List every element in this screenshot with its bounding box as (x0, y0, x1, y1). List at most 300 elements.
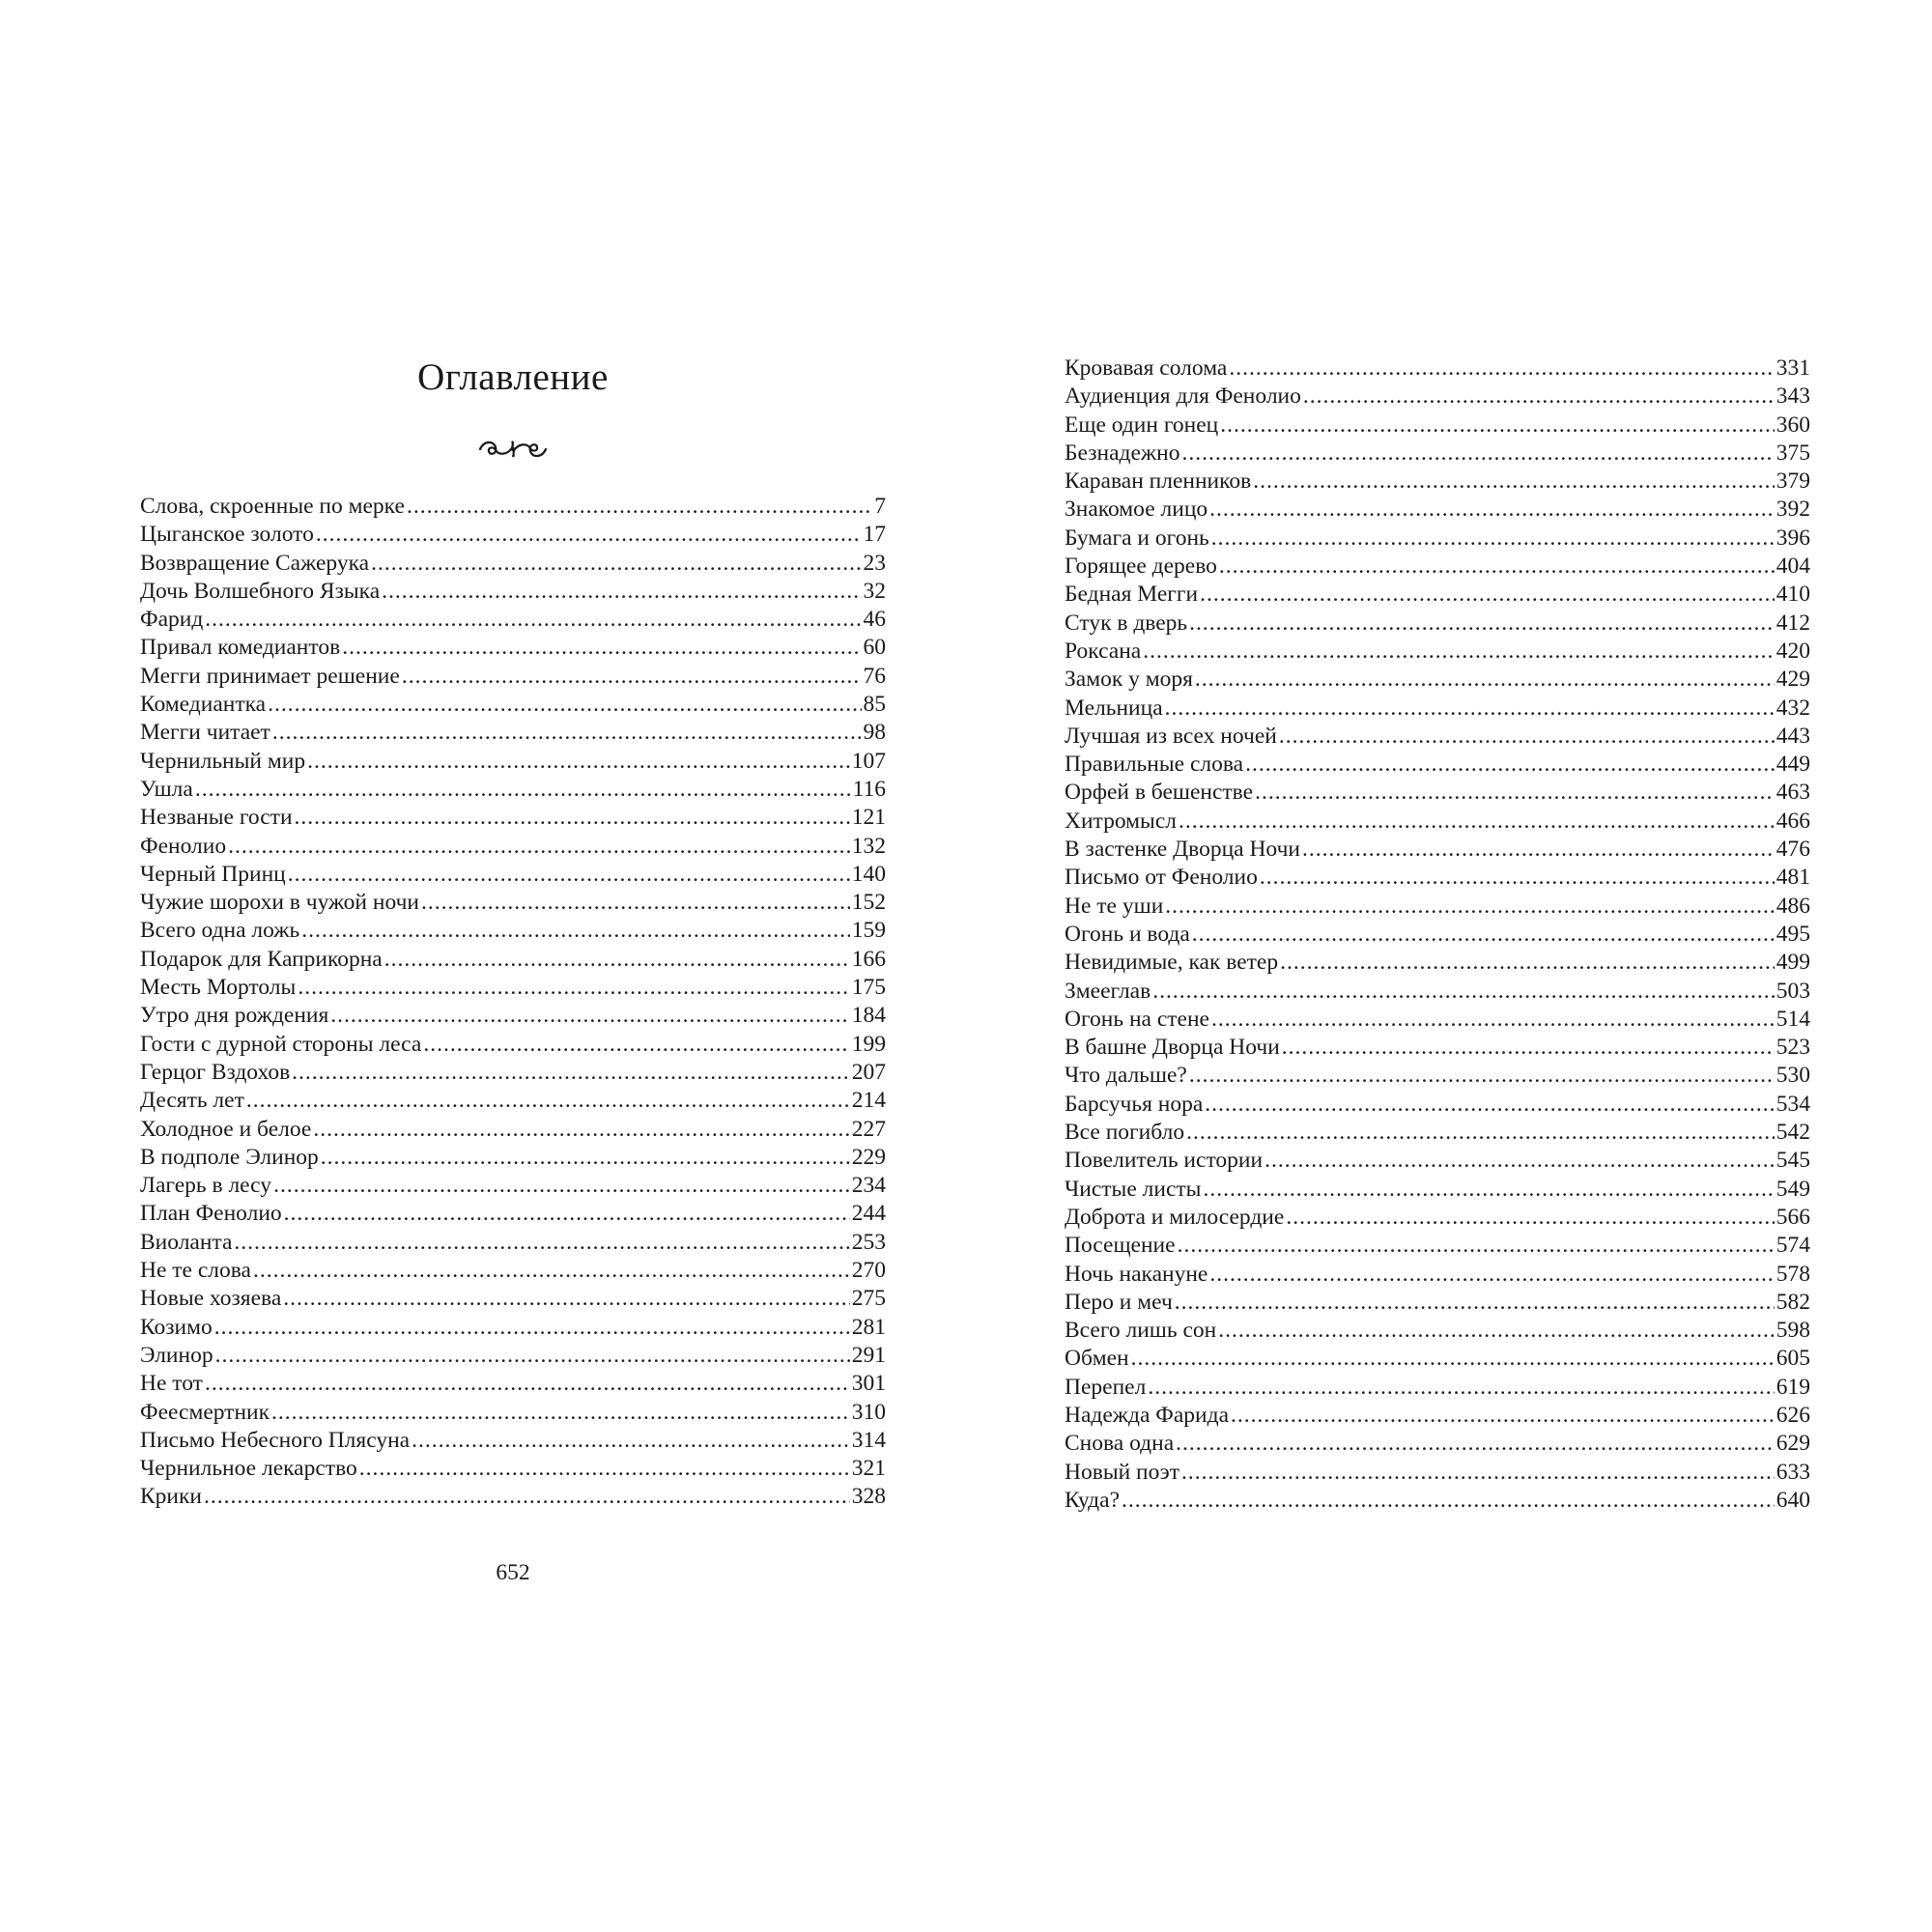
toc-entry-title: Мегги принимает решение (140, 663, 400, 689)
toc-entry (140, 663, 886, 691)
toc-dot-leader (407, 493, 872, 521)
toc-entry-page: 375 (1776, 440, 1810, 466)
toc-dot-leader (1255, 779, 1775, 807)
toc-entry-title: Снова одна (1065, 1431, 1175, 1457)
toc-entry-title: Перо и меч (1065, 1289, 1173, 1315)
toc-entry-page: 46 (863, 607, 886, 633)
toc-dot-leader (292, 1059, 850, 1087)
toc-entry (140, 521, 886, 549)
toc-dot-leader (1229, 355, 1774, 383)
toc-dot-leader (330, 1002, 849, 1030)
toc-entry (1065, 695, 1810, 723)
toc-entry-page: 291 (851, 1342, 886, 1368)
toc-entry-page: 60 (863, 635, 886, 661)
toc-dot-leader (283, 1285, 849, 1313)
toc-entry-page: 503 (1776, 978, 1810, 1004)
toc-entry-page: 175 (851, 975, 886, 1001)
toc-entry-title: Кровавая солома (1065, 355, 1228, 381)
toc-entry-page: 619 (1776, 1374, 1810, 1400)
toc-dot-leader (1181, 1459, 1775, 1487)
toc-entry (140, 1002, 886, 1030)
toc-entry-page: 32 (863, 578, 886, 604)
toc-dot-leader (1186, 1119, 1775, 1147)
toc-entry-title: Чернильное лекарство (140, 1456, 357, 1482)
toc-dot-leader (288, 861, 850, 889)
toc-entry (140, 861, 886, 889)
toc-entry (1065, 1147, 1810, 1175)
toc-entry (140, 1257, 886, 1285)
toc-entry-page: 578 (1776, 1261, 1810, 1287)
toc-entry-title: Посещение (1065, 1233, 1176, 1259)
toc-entry (1065, 355, 1810, 383)
toc-entry-title: Хитромысл (1065, 808, 1177, 834)
toc-dot-leader (228, 833, 850, 861)
page-number: 652 (496, 1560, 530, 1585)
toc-entry-title: Огонь на стене (1065, 1006, 1209, 1032)
toc-entry (1065, 1261, 1810, 1289)
toc-entry (140, 946, 886, 974)
toc-dot-leader (215, 1342, 850, 1370)
toc-dot-leader (1122, 1487, 1775, 1515)
toc-dot-leader (1209, 1261, 1774, 1289)
toc-entry (1065, 751, 1810, 779)
toc-dot-leader (273, 1172, 850, 1200)
toc-entry-title: Гости с дурной стороны леса (140, 1031, 422, 1057)
toc-entry (140, 833, 886, 861)
toc-entry-title: Не те уши (1065, 893, 1164, 919)
toc-entry (1065, 1289, 1810, 1317)
toc-entry-page: 574 (1776, 1233, 1810, 1259)
toc-entry-page: 234 (851, 1173, 886, 1199)
toc-dot-leader (321, 1144, 850, 1172)
toc-entry-title: Письмо Небесного Плясуна (140, 1427, 411, 1453)
toc-entry-page: 152 (851, 890, 886, 916)
toc-entry-title: Козимо (140, 1314, 213, 1340)
toc-entry-title: Лучшая из всех ночей (1065, 723, 1277, 749)
toc-dot-leader (298, 974, 849, 1002)
toc-dot-leader (1179, 808, 1775, 836)
toc-dot-leader (316, 521, 862, 549)
toc-entry (1065, 1402, 1810, 1430)
toc-entry-page: 629 (1776, 1431, 1810, 1457)
toc-entry-page: 412 (1776, 610, 1810, 636)
toc-dot-leader (271, 1399, 850, 1427)
toc-entry-page: 486 (1776, 893, 1810, 919)
toc-entry (140, 748, 886, 776)
toc-entry-page: 640 (1776, 1487, 1810, 1513)
toc-entry-title: Всего одна ложь (140, 918, 300, 944)
toc-dot-leader (1231, 1402, 1775, 1430)
toc-dot-leader (1218, 1317, 1775, 1345)
toc-entry-title: Крики (140, 1484, 202, 1510)
toc-entry (1065, 808, 1810, 836)
toc-entry-page: 207 (851, 1059, 886, 1085)
toc-entry (1065, 1119, 1810, 1147)
toc-entry-page: 244 (851, 1201, 886, 1227)
toc-entry-title: Знакомое лицо (1065, 497, 1208, 523)
toc-entry-page: 301 (851, 1371, 886, 1397)
toc-dot-leader (253, 1257, 850, 1285)
toc-dot-leader (1165, 893, 1774, 921)
toc-entry-page: 449 (1776, 752, 1810, 778)
toc-entry (1065, 1345, 1810, 1373)
toc-entry-page: 328 (851, 1484, 886, 1510)
toc-entry-title: Дочь Волшебного Языка (140, 578, 381, 604)
toc-entry-title: Незваные гости (140, 805, 293, 831)
toc-entry (1065, 496, 1810, 524)
toc-entry (1065, 468, 1810, 496)
toc-entry-page: 549 (1776, 1176, 1810, 1202)
toc-entry-title: Чистые листы (1065, 1176, 1202, 1202)
toc-entry-title: Ушла (140, 776, 193, 802)
toc-entry-page: 404 (1776, 554, 1810, 580)
toc-dot-leader (1253, 468, 1775, 496)
toc-entry-title: Стук в дверь (1065, 610, 1188, 636)
toc-entry (140, 889, 886, 917)
toc-dot-leader (1203, 1176, 1774, 1204)
toc-entry (1065, 525, 1810, 553)
toc-dot-leader (301, 917, 849, 945)
toc-entry (1065, 1430, 1810, 1458)
toc-entry-page: 98 (863, 720, 886, 746)
toc-entry-page: 184 (851, 1003, 886, 1029)
toc-dot-leader (1264, 1147, 1775, 1175)
toc-entry-title: Невидимые, как ветер (1065, 950, 1279, 976)
toc-entry (1065, 893, 1810, 921)
toc-entry-page: 275 (851, 1286, 886, 1312)
toc-dot-leader (1279, 723, 1775, 751)
toc-entry (1065, 666, 1810, 694)
toc-dot-leader (1245, 751, 1775, 779)
toc-dot-leader (307, 748, 850, 776)
toc-list-right (1065, 355, 1810, 1515)
toc-list-left (140, 493, 886, 1512)
toc-entry-page: 343 (1776, 384, 1810, 410)
toc-dot-leader (1148, 1374, 1774, 1402)
toc-dot-leader (1165, 695, 1775, 723)
toc-dot-leader (421, 889, 850, 917)
toc-entry-page: 321 (851, 1456, 886, 1482)
toc-dot-leader (1282, 1034, 1775, 1062)
toc-entry (140, 1144, 886, 1172)
toc-entry-page: 121 (851, 805, 886, 831)
toc-entry-title: Месть Мортолы (140, 975, 297, 1001)
toc-dot-leader (359, 1455, 850, 1483)
toc-dot-leader (214, 1314, 850, 1342)
toc-dot-leader (1211, 525, 1775, 553)
toc-entry-page: 229 (851, 1144, 886, 1170)
toc-dot-leader (1189, 610, 1775, 638)
toc-entry (1065, 1006, 1810, 1034)
toc-dot-leader (1219, 553, 1775, 581)
toc-entry-title: Перепел (1065, 1374, 1147, 1400)
toc-entry (1065, 779, 1810, 807)
toc-entry-page: 432 (1776, 695, 1810, 721)
toc-entry (140, 1229, 886, 1257)
toc-entry-title: Роксана (1065, 638, 1142, 664)
toc-dot-leader (1209, 496, 1775, 524)
toc-entry (1065, 581, 1810, 609)
toc-entry-title: Не тот (140, 1371, 203, 1397)
toc-dot-leader (1195, 666, 1775, 694)
toc-entry (1065, 440, 1810, 468)
toc-entry-page: 443 (1776, 723, 1810, 749)
toc-entry (1065, 723, 1810, 751)
toc-entry-title: Чужие шорохи в чужой ночи (140, 890, 419, 916)
toc-entry-title: Мегги читает (140, 720, 270, 746)
toc-dot-leader (1143, 638, 1775, 666)
toc-entry-title: В застенке Дворца Ночи (1065, 837, 1300, 863)
toc-entry (140, 691, 886, 719)
toc-entry-page: 281 (851, 1314, 886, 1340)
toc-entry-title: В подполе Элинор (140, 1144, 319, 1170)
toc-entry-page: 199 (851, 1031, 886, 1057)
toc-entry (1065, 383, 1810, 411)
toc-dot-leader (284, 1200, 850, 1228)
toc-entry-title: Новые хозяева (140, 1286, 282, 1312)
toc-entry-title: Бумага и огонь (1065, 525, 1209, 551)
toc-entry-title: Мельница (1065, 695, 1163, 721)
toc-entry-page: 396 (1776, 525, 1810, 551)
toc-entry (140, 1483, 886, 1511)
toc-dot-leader (1189, 1062, 1775, 1090)
toc-dot-leader (195, 776, 851, 804)
toc-entry-page: 166 (851, 946, 886, 972)
flourish-ornament-icon (476, 437, 550, 462)
toc-entry (1065, 1176, 1810, 1204)
toc-dot-leader (402, 663, 862, 691)
toc-entry-page: 360 (1776, 412, 1810, 438)
toc-entry-title: Феесмертник (140, 1399, 270, 1425)
toc-entry-title: Аудиенция для Фенолио (1065, 384, 1301, 410)
toc-entry-title: В башне Дворца Ночи (1065, 1035, 1280, 1061)
toc-entry-title: Фарид (140, 607, 204, 633)
toc-entry (140, 1399, 886, 1427)
toc-entry (1065, 1091, 1810, 1119)
toc-entry (140, 1285, 886, 1313)
toc-entry-page: 23 (863, 550, 886, 576)
toc-dot-leader (1211, 1006, 1775, 1034)
toc-entry-title: Бедная Мегги (1065, 582, 1199, 608)
toc-entry-page: 542 (1776, 1120, 1810, 1146)
toc-entry-page: 481 (1776, 865, 1810, 891)
toc-entry-title: Барсучья нора (1065, 1091, 1204, 1117)
toc-entry-title: План Фенолио (140, 1201, 282, 1227)
toc-dot-leader (1302, 836, 1775, 864)
toc-dot-leader (423, 1031, 849, 1059)
toc-dot-leader (1260, 864, 1775, 892)
toc-entry (1065, 921, 1810, 949)
toc-entry (140, 550, 886, 578)
toc-entry (140, 493, 886, 521)
toc-entry-page: 270 (851, 1258, 886, 1284)
toc-entry-title: Все погибло (1065, 1120, 1185, 1146)
toc-entry-page: 605 (1776, 1346, 1810, 1372)
toc-entry-page: 534 (1776, 1091, 1810, 1117)
toc-entry (140, 1370, 886, 1398)
toc-entry-title: Десять лет (140, 1088, 244, 1114)
toc-entry (1065, 638, 1810, 666)
toc-dot-leader (1178, 1232, 1775, 1260)
toc-entry-page: 582 (1776, 1289, 1810, 1315)
toc-entry (1065, 864, 1810, 892)
toc-entry-page: 159 (851, 918, 886, 944)
toc-entry-title: Элинор (140, 1342, 213, 1368)
toc-dot-leader (412, 1427, 850, 1455)
toc-entry-title: Возвращение Сажерука (140, 550, 370, 576)
toc-dot-leader (382, 578, 861, 606)
toc-entry-title: Еще один гонец (1065, 412, 1219, 438)
toc-entry-title: Комедиантка (140, 692, 267, 718)
toc-entry (1065, 412, 1810, 440)
toc-entry (140, 804, 886, 832)
toc-entry (1065, 1487, 1810, 1515)
toc-dot-leader (1205, 1091, 1774, 1119)
toc-entry-title: Холодное и белое (140, 1116, 312, 1142)
toc-entry (140, 1172, 886, 1200)
toc-entry (140, 917, 886, 945)
toc-dot-leader (268, 691, 861, 719)
toc-entry-title: Новый поэт (1065, 1459, 1180, 1485)
toc-dot-leader (1303, 383, 1775, 411)
toc-entry-title: Фенолио (140, 833, 227, 859)
toc-dot-leader (1192, 921, 1775, 949)
toc-dot-leader (1200, 581, 1775, 609)
toc-entry-page: 107 (851, 748, 886, 774)
toc-entry-page: 466 (1776, 808, 1810, 834)
toc-entry-title: Утро дня рождения (140, 1003, 329, 1029)
toc-entry-title: Лагерь в лесу (140, 1173, 272, 1199)
toc-dot-leader (1181, 440, 1774, 468)
toc-entry-page: 410 (1776, 582, 1810, 608)
toc-dot-leader (205, 1370, 850, 1398)
toc-entry (140, 1455, 886, 1483)
toc-dot-leader (1175, 1289, 1775, 1317)
toc-dot-leader (205, 606, 861, 634)
toc-entry (1065, 949, 1810, 977)
toc-entry-page: 253 (851, 1229, 886, 1255)
toc-entry (1065, 1062, 1810, 1090)
toc-entry-page: 633 (1776, 1459, 1810, 1485)
toc-entry-title: Правильные слова (1065, 752, 1244, 778)
toc-entry-title: Доброта и милосердие (1065, 1204, 1285, 1230)
toc-entry-title: Безнадежно (1065, 440, 1180, 466)
toc-entry-page: 379 (1776, 469, 1810, 495)
toc-entry-title: Повелитель истории (1065, 1148, 1264, 1174)
toc-entry-title: Не те слова (140, 1258, 251, 1284)
toc-entry-title: Ночь накануне (1065, 1261, 1208, 1287)
toc-dot-leader (1152, 978, 1775, 1006)
toc-entry-title: Замок у моря (1065, 667, 1193, 693)
toc-entry (140, 974, 886, 1002)
toc-entry-page: 392 (1776, 497, 1810, 523)
toc-entry-page: 514 (1776, 1006, 1810, 1032)
toc-dot-leader (295, 804, 850, 832)
toc-entry (140, 1314, 886, 1342)
toc-entry-page: 310 (851, 1399, 886, 1425)
toc-entry (140, 578, 886, 606)
toc-entry-title: Змееглав (1065, 978, 1151, 1004)
toc-entry-title: Обмен (1065, 1346, 1129, 1372)
toc-entry (140, 606, 886, 634)
toc-entry-page: 598 (1776, 1318, 1810, 1344)
toc-entry (1065, 610, 1810, 638)
toc-dot-leader (371, 550, 861, 578)
toc-dot-leader (1176, 1430, 1775, 1458)
toc-entry (1065, 1374, 1810, 1402)
toc-entry-page: 331 (1776, 355, 1810, 381)
toc-dot-leader (384, 946, 850, 974)
toc-dot-leader (1220, 412, 1775, 440)
toc-entry-title: Куда? (1065, 1487, 1120, 1513)
toc-entry (1065, 553, 1810, 581)
toc-dot-leader (246, 1087, 850, 1115)
toc-entry-title: Подарок для Каприкорна (140, 946, 383, 972)
toc-entry-title: Слова, скроенные по мерке (140, 494, 405, 519)
toc-entry (1065, 1317, 1810, 1345)
toc-entry-page: 140 (851, 861, 886, 887)
toc-entry (1065, 1034, 1810, 1062)
toc-entry-page: 545 (1776, 1148, 1810, 1174)
toc-entry-title: Черный Принц (140, 861, 286, 887)
toc-dot-leader (272, 719, 862, 747)
toc-entry-title: Огонь и вода (1065, 921, 1190, 947)
toc-entry (1065, 836, 1810, 864)
toc-entry-page: 523 (1776, 1035, 1810, 1061)
toc-dot-leader (1280, 949, 1775, 977)
toc-entry (1065, 1232, 1810, 1260)
toc-dot-leader (1286, 1204, 1774, 1232)
toc-entry (140, 719, 886, 747)
toc-entry-page: 116 (852, 776, 886, 802)
toc-entry (140, 1031, 886, 1059)
toc-entry-title: Надежда Фарида (1065, 1402, 1229, 1428)
toc-entry-page: 476 (1776, 837, 1810, 863)
toc-entry (140, 1200, 886, 1228)
toc-entry-page: 227 (851, 1116, 886, 1142)
toc-entry-title: Виоланта (140, 1229, 233, 1255)
toc-entry-title: Привал комедиантов (140, 635, 341, 661)
toc-entry-page: 429 (1776, 667, 1810, 693)
toc-entry-title: Цыганское золото (140, 522, 314, 548)
toc-entry (140, 1342, 886, 1370)
toc-entry-page: 214 (851, 1088, 886, 1114)
toc-entry (140, 1059, 886, 1087)
toc-heading: Оглавление (417, 356, 609, 398)
toc-entry (140, 1087, 886, 1115)
toc-entry-title: Всего лишь сон (1065, 1318, 1217, 1344)
toc-entry (1065, 1204, 1810, 1232)
toc-entry-page: 85 (863, 692, 886, 718)
toc-entry-page: 495 (1776, 921, 1810, 947)
toc-entry-title: Горящее дерево (1065, 554, 1217, 580)
toc-entry-page: 132 (851, 833, 886, 859)
toc-entry-page: 17 (863, 522, 886, 548)
toc-dot-leader (1131, 1345, 1775, 1373)
toc-dot-leader (204, 1483, 850, 1511)
toc-dot-leader (313, 1116, 849, 1144)
toc-entry-title: Герцог Вздохов (140, 1059, 291, 1085)
toc-entry-title: Чернильный мир (140, 748, 306, 774)
toc-entry (1065, 1459, 1810, 1487)
toc-entry (140, 1116, 886, 1144)
toc-entry-page: 314 (851, 1427, 886, 1453)
toc-entry-page: 7 (874, 494, 886, 519)
toc-entry-title: Караван пленников (1065, 469, 1252, 495)
toc-entry (1065, 978, 1810, 1006)
toc-entry-page: 499 (1776, 950, 1810, 976)
toc-entry-page: 463 (1776, 780, 1810, 806)
